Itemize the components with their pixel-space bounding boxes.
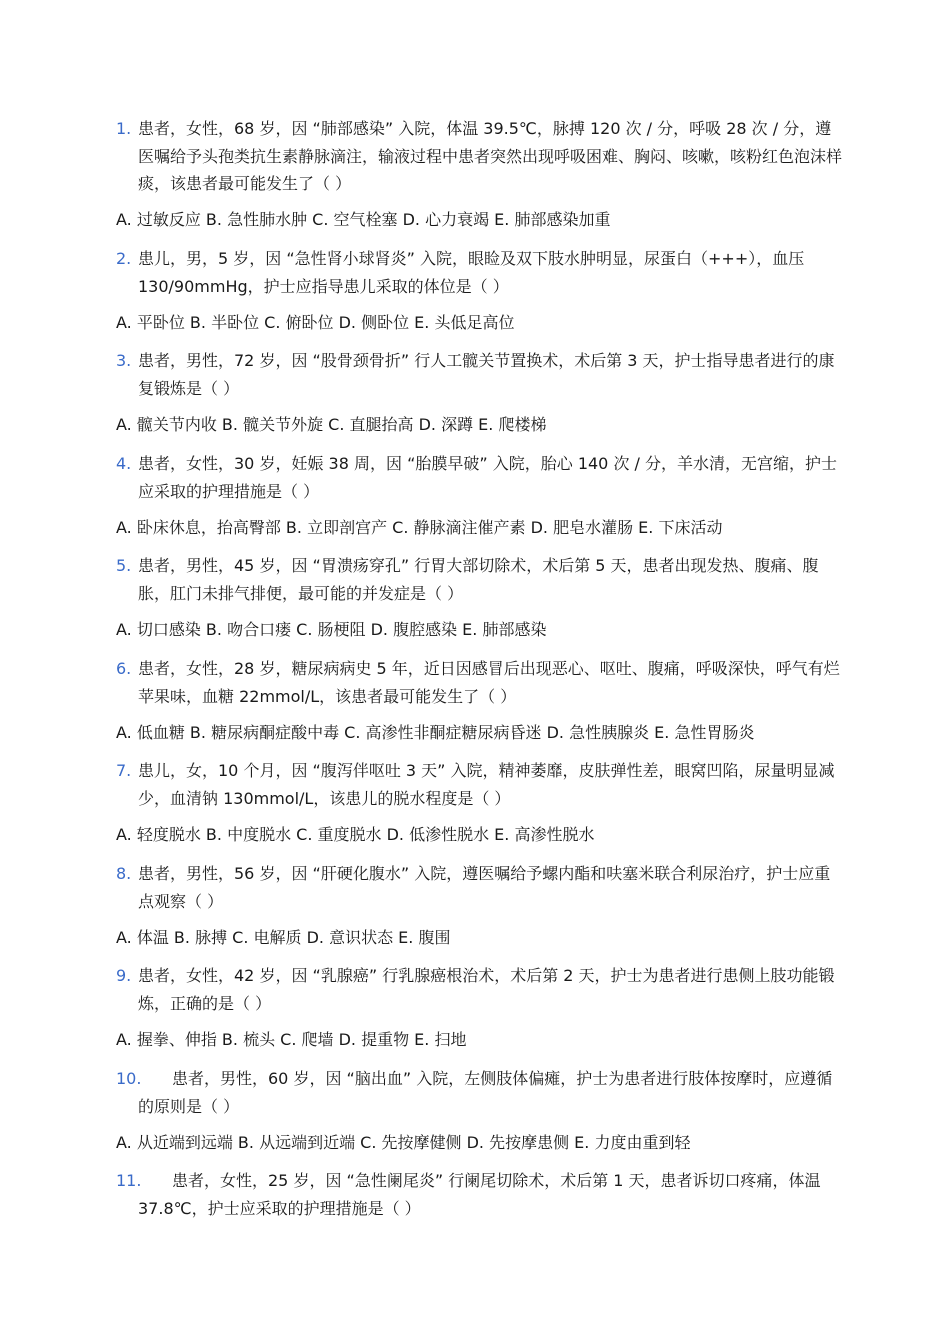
question-3 xyxy=(116,347,842,402)
question-10-options: A. 从近端到远端 B. 从远端到近端 C. 先按摩健侧 D. 先按摩患侧 E. 力度由重到轻 xyxy=(116,1133,691,1152)
question-text: 患者，女性，42 岁，因 “乳腺癌” 行乳腺癌根治术，术后第 2 天，护士为患者进行患侧上肢功能锻炼，正确的是（ ） xyxy=(138,966,835,1013)
question-number: 11. xyxy=(116,1171,142,1190)
question-number: 6. xyxy=(116,659,132,678)
question-text: 患者，女性，25 岁，因 “急性阑尾炎” 行阑尾切除术，术后第 1 天，患者诉切口疼痛，体温 37.8℃，护士应采取的护理措施是（ ） xyxy=(138,1171,821,1218)
question-5-options: A. 切口感染 B. 吻合口瘘 C. 肠梗阻 D. 腹腔感染 E. 肺部感染 xyxy=(116,620,547,639)
question-number: 2. xyxy=(116,249,132,268)
question-text: 患者，男性，45 岁，因 “胃溃疡穿孔” 行胃大部切除术，术后第 5 天，患者出现发热、腹痛、腹胀，肛门未排气排便，最可能的并发症是（ ） xyxy=(138,556,819,603)
question-text: 患者，男性，72 岁，因 “股骨颈骨折” 行人工髋关节置换术，术后第 3 天，护士指导患者进行的康复锻炼是（ ） xyxy=(138,351,835,398)
question-text: 患者，男性，56 岁，因 “肝硬化腹水” 入院，遵医嘱给予螺内酯和呋塞米联合利尿治疗，护士应重点观察（ ） xyxy=(138,864,831,911)
question-number: 4. xyxy=(116,454,132,473)
question-1 xyxy=(116,115,842,198)
question-2-options: A. 平卧位 B. 半卧位 C. 俯卧位 D. 侧卧位 E. 头低足高位 xyxy=(116,313,515,332)
question-10 xyxy=(116,1065,842,1120)
question-text: 患者，女性，30 岁，妊娠 38 周，因 “胎膜早破” 入院，胎心 140 次 / 分，羊水清，无宫缩，护士应采取的护理措施是（ ） xyxy=(138,454,838,501)
question-3-options: A. 髋关节内收 B. 髋关节外旋 C. 直腿抬高 D. 深蹲 E. 爬楼梯 xyxy=(116,415,547,434)
question-text: 患者，男性，60 岁，因 “脑出血” 入院，左侧肢体偏瘫，护士为患者进行肢体按摩时，应遵循的原则是（ ） xyxy=(138,1069,833,1116)
question-5 xyxy=(116,552,842,607)
question-number: 5. xyxy=(116,556,132,575)
question-number: 9. xyxy=(116,966,132,985)
question-8 xyxy=(116,860,842,915)
question-9 xyxy=(116,962,842,1017)
question-6-options: A. 低血糖 B. 糖尿病酮症酸中毒 C. 高渗性非酮症糖尿病昏迷 D. 急性胰腺炎 E. 急性胃肠炎 xyxy=(116,723,755,742)
question-8-options: A. 体温 B. 脉搏 C. 电解质 D. 意识状态 E. 腹围 xyxy=(116,928,451,947)
question-text: 患儿，女，10 个月，因 “腹泻伴呕吐 3 天” 入院，精神萎靡，皮肤弹性差，眼窝凹陷，尿量明显减少，血清钠 130mmol/L，该患儿的脱水程度是（ ） xyxy=(138,761,835,808)
question-text: 患者，女性，68 岁，因 “肺部感染” 入院，体温 39.5℃，脉搏 120 次 / 分，呼吸 28 次 / 分，遵医嘱给予头孢类抗生素静脉滴注，输液过程中患者突然出现呼吸困难、胸闷、咳嗽，咳粉红色泡沫样痰，该患者最可能发生了（ ） xyxy=(138,119,843,193)
question-2 xyxy=(116,245,842,300)
question-text: 患者，女性，28 岁，糖尿病病史 5 年，近日因感冒后出现恶心、呕吐、腹痛，呼吸深快，呼气有烂苹果味，血糖 22mmol/L，该患者最可能发生了（ ） xyxy=(138,659,840,706)
question-1-options: A. 过敏反应 B. 急性肺水肿 C. 空气栓塞 D. 心力衰竭 E. 肺部感染加重 xyxy=(116,210,611,229)
question-9-options: A. 握拳、伸指 B. 梳头 C. 爬墙 D. 提重物 E. 扫地 xyxy=(116,1030,467,1049)
question-4 xyxy=(116,450,842,505)
question-number: 3. xyxy=(116,351,132,370)
question-7-options: A. 轻度脱水 B. 中度脱水 C. 重度脱水 D. 低渗性脱水 E. 高渗性脱水 xyxy=(116,825,595,844)
question-11 xyxy=(116,1167,842,1222)
question-text: 患儿，男，5 岁，因 “急性肾小球肾炎” 入院，眼睑及双下肢水肿明显，尿蛋白（+++），血压 130/90mmHg，护士应指导患儿采取的体位是（ ） xyxy=(138,249,805,296)
question-6 xyxy=(116,655,842,710)
question-4-options: A. 卧床休息，抬高臀部 B. 立即剖宫产 C. 静脉滴注催产素 D. 肥皂水灌肠 E. 下床活动 xyxy=(116,518,723,537)
question-number: 10. xyxy=(116,1069,142,1088)
question-number: 1. xyxy=(116,119,132,138)
question-7 xyxy=(116,757,842,812)
question-number: 8. xyxy=(116,864,132,883)
question-number: 7. xyxy=(116,761,132,780)
